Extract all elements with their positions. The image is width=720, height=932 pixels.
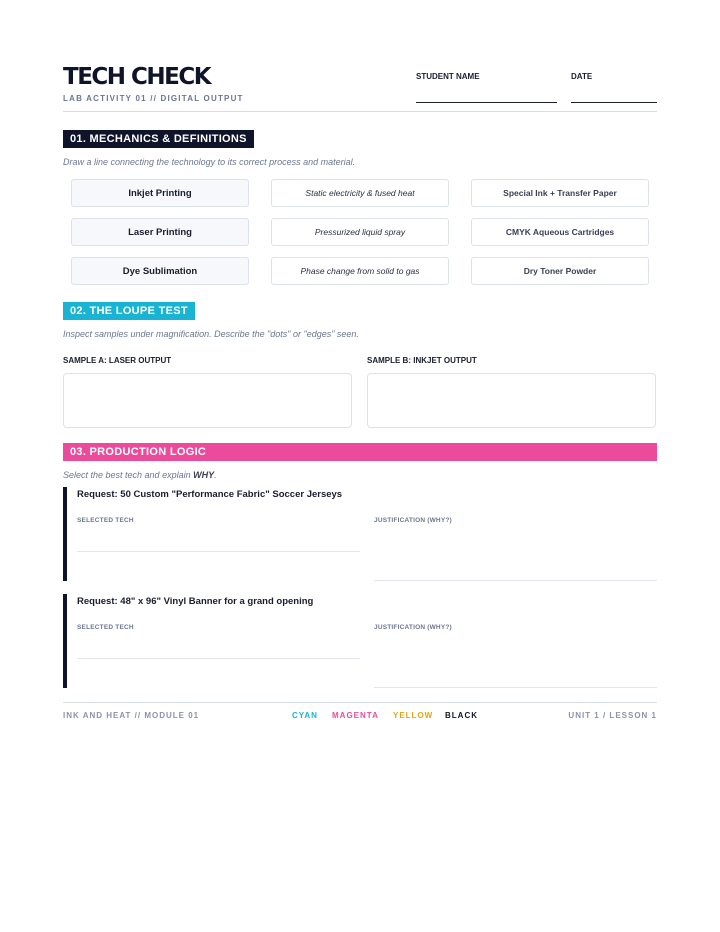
footer-lesson: UNIT 1 / LESSON 1 [568, 711, 657, 720]
page-subtitle: LAB ACTIVITY 01 // DIGITAL OUTPUT [63, 94, 244, 103]
process-label: Static electricity & fused heat [305, 188, 415, 198]
tech-label: Inkjet Printing [128, 187, 192, 199]
student-name-label: STUDENT NAME [416, 72, 480, 81]
tech-box-laser[interactable] [71, 218, 249, 246]
worksheet-header [63, 64, 657, 112]
sample-a-label: SAMPLE A: LASER OUTPUT [63, 356, 172, 365]
swatch-yellow: YELLOW [393, 711, 434, 720]
request-card-1 [63, 487, 657, 581]
sample-b-answer-box[interactable] [367, 373, 656, 428]
page-title: TECH CHECK [63, 64, 211, 90]
material-box-3[interactable] [471, 257, 649, 285]
instruction-end: . [214, 470, 217, 480]
header-divider [63, 111, 657, 112]
section-2-heading: 02. THE LOUPE TEST [63, 302, 195, 320]
instruction-text: Select the best tech and explain [63, 470, 194, 480]
date-label: DATE [571, 72, 593, 81]
justification-label: JUSTIFICATION (WHY?) [374, 624, 452, 631]
process-box-3[interactable] [271, 257, 449, 285]
swatch-magenta: MAGENTA [332, 711, 379, 720]
process-box-1[interactable] [271, 179, 449, 207]
tech-box-dye-sublimation[interactable] [71, 257, 249, 285]
process-label: Phase change from solid to gas [300, 266, 420, 276]
material-label: Special Ink + Transfer Paper [503, 188, 617, 198]
process-label: Pressurized liquid spray [314, 227, 406, 237]
selected-tech-label: SELECTED TECH [77, 624, 134, 631]
student-name-field[interactable] [416, 102, 557, 103]
swatch-cyan: CYAN [292, 711, 318, 720]
instruction-emphasis: WHY [193, 470, 215, 480]
section-3-instruction [63, 470, 217, 480]
tech-label: Laser Printing [128, 226, 192, 238]
swatch-black: BLACK [445, 711, 478, 720]
tech-label: Dye Sublimation [122, 265, 198, 277]
date-field[interactable] [571, 102, 657, 103]
sample-a-answer-box[interactable] [63, 373, 352, 428]
section-1-instruction: Draw a line connecting the technology to its correct process and material. [63, 157, 356, 167]
selected-tech-field[interactable] [77, 658, 360, 659]
request-accent-bar [63, 594, 67, 688]
sample-b-label: SAMPLE B: INKJET OUTPUT [367, 356, 477, 365]
process-box-2[interactable] [271, 218, 449, 246]
justification-field[interactable] [374, 687, 657, 688]
request-card-2 [63, 594, 657, 688]
section-1-heading: 01. MECHANICS & DEFINITIONS [63, 130, 254, 148]
selected-tech-field[interactable] [77, 551, 360, 552]
request-accent-bar [63, 487, 67, 581]
selected-tech-label: SELECTED TECH [77, 517, 134, 524]
material-label: Dry Toner Powder [523, 266, 597, 276]
footer-module: INK AND HEAT // MODULE 01 [63, 711, 200, 720]
material-box-2[interactable] [471, 218, 649, 246]
justification-field[interactable] [374, 580, 657, 581]
material-box-1[interactable] [471, 179, 649, 207]
request-title: Request: 48" x 96" Vinyl Banner for a grand opening [77, 596, 314, 607]
footer-divider [63, 702, 657, 703]
tech-box-inkjet[interactable] [71, 179, 249, 207]
section-3-heading: 03. PRODUCTION LOGIC [63, 443, 657, 461]
justification-label: JUSTIFICATION (WHY?) [374, 517, 452, 524]
material-label: CMYK Aqueous Cartridges [505, 227, 615, 237]
request-title: Request: 50 Custom "Performance Fabric" Soccer Jerseys [77, 489, 343, 500]
section-2-instruction: Inspect samples under magnification. Describe the "dots" or "edges" seen. [63, 329, 359, 339]
